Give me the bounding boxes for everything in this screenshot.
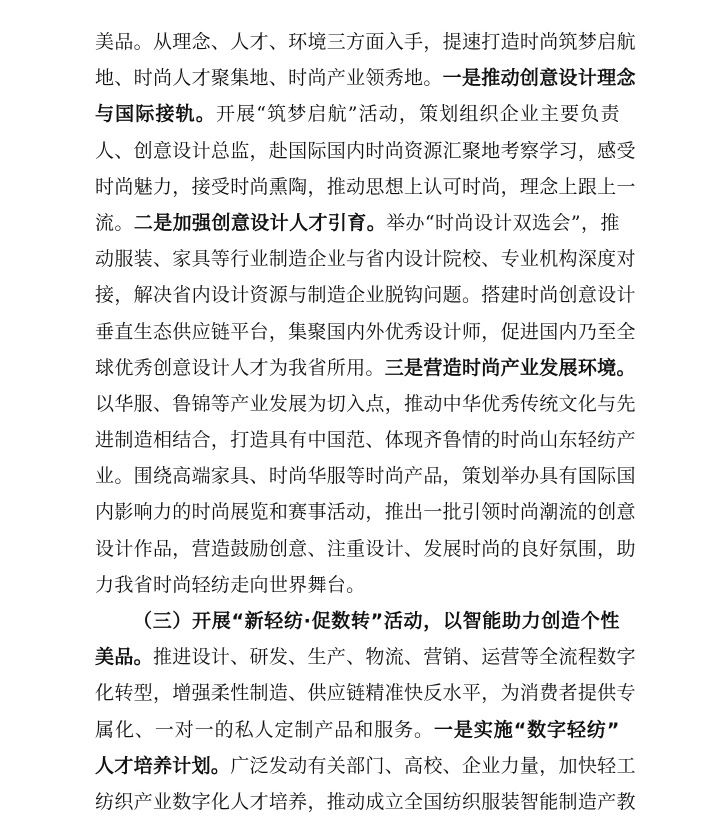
- text-line: 化 转 型 ， 增 强 柔 性 制 造 、 供 应 链 精 准 快 反 水 平 ， 为 消 费 者 提 供 专: [95, 682, 636, 705]
- text-line: 球 优 秀 创 意 设 计 人 才 为 我 省 所 用 。 三 是 营 造 时 尚 产 业 发 展 环 境 。: [95, 356, 636, 379]
- text-line: 内 影 响 力 的 时 尚 展 览 和 赛 事 活 动 ， 推 出 一 批 引 领 时 尚 潮 流 的 创 意: [95, 501, 636, 524]
- text-line: （ 三 ） 开 展 “ 新 轻 纺 · 促 数 转 ” 活 动 ， 以 智 能 助 力 创 造 个 性: [133, 610, 620, 632]
- text-line: 与 国 际 接 轨 。 开 展 “ 筑 梦 启 航 ” 活 动 ， 策 划 组 织 企 业 主 要 负 责: [95, 103, 620, 126]
- text-line: 以 华 服 、 鲁 锦 等 产 业 发 展 为 切 入 点 ， 推 动 中 华 优 秀 传 统 文 化 与 先: [95, 392, 636, 415]
- text-line: 美 品 。 推 进 设 计 、 研 发 、 生 产 、 物 流 、 营 销 、 运 营 等 全 流 程 数 字: [95, 646, 636, 669]
- text-line: 时 尚 魅 力 ， 接 受 时 尚 熏 陶 ， 推 动 思 想 上 认 可 时 尚 ， 理 念 上 跟 上 一: [95, 175, 636, 198]
- text-line: 人 才 培 养 计 划 。 广 泛 发 动 有 关 部 门 、 高 校 、 企 业 力 量 ， 加 快 轻 工: [95, 754, 636, 777]
- text-line: 动 服 装 、 家 具 等 行 业 制 造 企 业 与 省 内 设 计 院 校 、 专 业 机 构 深 度 对: [95, 248, 636, 271]
- text-line: 地 、 时 尚 人 才 聚 集 地 、 时 尚 产 业 领 秀 地 。 一 是 推 动 创 意 设 计 理 念: [95, 67, 636, 90]
- text-line: 力 我 省 时 尚 轻 纺 走 向 世 界 舞 台 。: [95, 573, 366, 596]
- text-line: 垂 直 生 态 供 应 链 平 台 ， 集 聚 国 内 外 优 秀 设 计 师 ， 促 进 国 内 乃 至 全: [95, 320, 636, 343]
- text-line: 流 。 二 是 加 强 创 意 设 计 人 才 引 育 。 举 办 “ 时 尚 设 计 双 选 会 ” ， 推: [95, 211, 620, 234]
- text-line: 美 品 。 从 理 念 、 人 才 、 环 境 三 方 面 入 手 ， 提 速 打 造 时 尚 筑 梦 启 航: [95, 31, 636, 53]
- text-line: 进 制 造 相 结 合 ， 打 造 具 有 中 国 范 、 体 现 齐 鲁 情 的 时 尚 山 东 轻 纺 产: [95, 429, 636, 452]
- text-line: 接 ， 解 决 省 内 设 计 资 源 与 制 造 企 业 脱 钩 问 题 。 搭 建 时 尚 创 意 设 计: [95, 284, 636, 307]
- text-line: 设 计 作 品 ， 营 造 鼓 励 创 意 、 注 重 设 计 、 发 展 时 尚 的 良 好 氛 围 ， 助: [95, 537, 636, 560]
- text-line: 属 化 、 一 对 一 的 私 人 定 制 产 品 和 服 务 。 一 是 实 施 “ 数 字 轻 纺 ”: [95, 718, 620, 741]
- document-body-text: [95, 24, 636, 820]
- text-line: 业 。 围 绕 高 端 家 具 、 时 尚 华 服 等 时 尚 产 品 ， 策 划 举 办 具 有 国 际 国: [95, 465, 636, 488]
- text-line: 纺 织 产 业 数 字 化 人 才 培 养 ， 推 动 成 立 全 国 纺 织 服 装 智 能 制 造 产 教: [95, 790, 636, 813]
- text-line: 人 、 创 意 设 计 总 监 ， 赴 国 际 国 内 时 尚 资 源 汇 聚 地 考 察 学 习 ， 感 受: [95, 139, 636, 162]
